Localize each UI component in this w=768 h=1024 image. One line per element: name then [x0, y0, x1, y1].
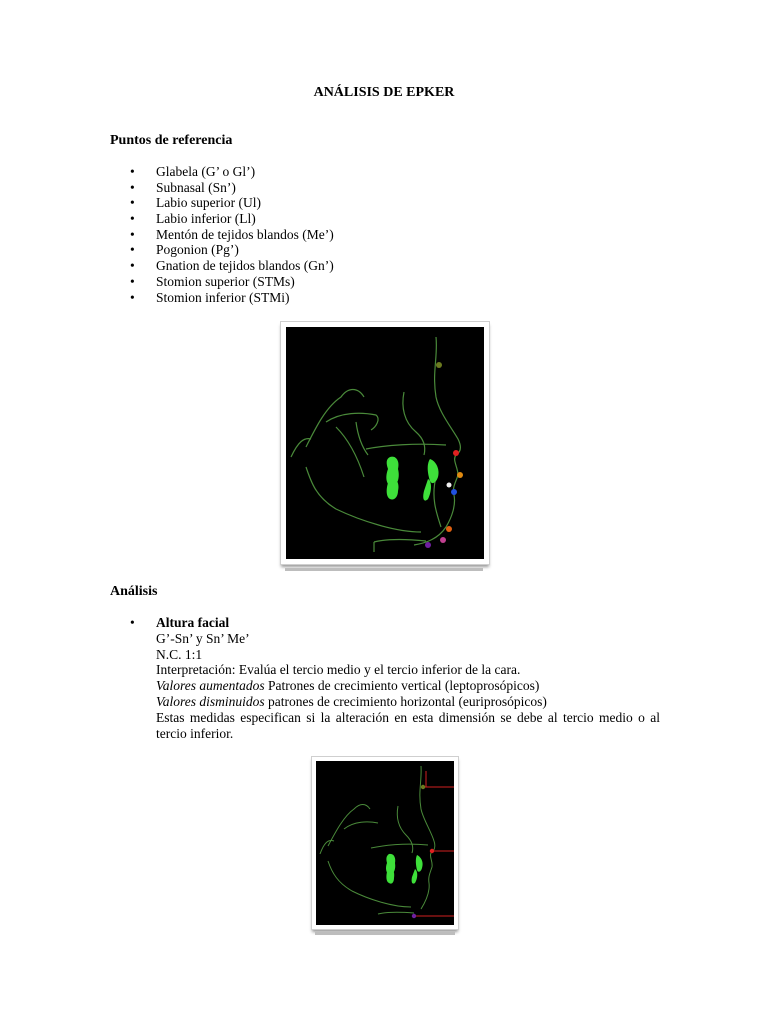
bullet-icon: •: [130, 195, 135, 211]
interpretation-line: Interpretación: Evalúa el tercio medio y el tercio inferior de la cara.: [156, 662, 521, 678]
increased-values-line: Valores aumentados Patrones de crecimiento vertical (leptoprosópicos): [156, 678, 540, 694]
reference-heading: Puntos de referencia: [110, 133, 233, 148]
list-item: • Stomion superior (STMs): [130, 273, 295, 289]
cephalometric-figure-1: [280, 321, 490, 565]
list-item: • Subnasal (Sn’): [130, 179, 236, 195]
list-item: • Labio superior (Ul): [130, 195, 261, 211]
note-paragraph: Estas medidas especifican si la alteración en esta dimensión se debe al tercio medio o al tercio inferior.: [156, 709, 660, 741]
decreased-values-line: Valores disminuidos patrones de crecimiento horizontal (euriprosópicos): [156, 693, 547, 709]
list-item: • Labio inferior (Ll): [130, 211, 256, 227]
list-item: • Mentón de tejidos blandos (Me’): [130, 226, 334, 242]
bullet-icon: •: [130, 273, 135, 289]
norm-line: N.C. 1:1: [156, 646, 203, 662]
bullet-icon: •: [130, 258, 135, 274]
bullet-icon: •: [130, 615, 135, 630]
list-item: • Pogonion (Pg’): [130, 242, 239, 258]
analysis-heading: Análisis: [110, 584, 158, 599]
analysis-section: [130, 615, 660, 741]
list-item: • Gnation de tejidos blandos (Gn’): [130, 258, 334, 274]
list-item: • Glabela (G’ o Gl’): [130, 164, 256, 179]
item-title: Altura facial: [156, 615, 230, 630]
bullet-icon: •: [130, 164, 135, 179]
cephalometric-figure-2: [311, 756, 459, 930]
measurement-line: G’-Sn’ y Sn’ Me’: [156, 630, 250, 646]
bullet-icon: •: [130, 179, 135, 195]
tracing-image-1: [286, 327, 484, 559]
bullet-icon: •: [130, 242, 135, 258]
bullet-icon: •: [130, 289, 135, 305]
bullet-icon: •: [130, 211, 135, 227]
document-title: ANÁLISIS DE EPKER: [313, 85, 455, 100]
list-item: • Stomion inferior (STMi): [130, 289, 290, 305]
tracing-image-2: [316, 761, 454, 925]
bullet-icon: •: [130, 226, 135, 242]
reference-list: [130, 164, 334, 305]
